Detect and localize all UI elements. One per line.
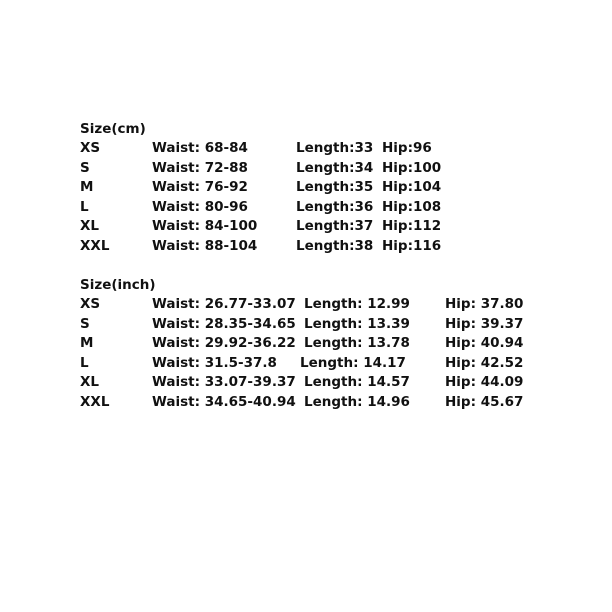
waist-value: Waist: 76-92	[152, 179, 248, 195]
hip-value: Hip:112	[382, 218, 442, 234]
waist-value: Waist: 80-96	[152, 198, 248, 215]
size-label: XS	[80, 296, 101, 312]
size-row	[80, 315, 580, 335]
size-label: M	[80, 179, 94, 195]
hip-value: Hip: 39.37	[445, 315, 524, 332]
length-value: Length: 13.39	[304, 315, 410, 332]
hip-value: Hip:108	[382, 198, 442, 215]
length-value: Length: 14.57	[304, 374, 410, 390]
size-label: XL	[80, 374, 100, 390]
waist-value: Waist: 29.92-36.22	[152, 335, 296, 351]
waist-value: Waist: 34.65-40.94	[152, 393, 296, 410]
length-value: Length: 13.78	[304, 335, 410, 351]
size-row	[80, 198, 580, 218]
size-row	[80, 295, 580, 315]
hip-value: Hip: 40.94	[445, 335, 524, 351]
length-value: Length: 14.96	[304, 393, 410, 410]
hip-value: Hip: 45.67	[445, 393, 524, 410]
size-label: XXL	[80, 393, 110, 410]
size-row	[80, 237, 580, 257]
length-value: Length:33	[296, 140, 374, 156]
size-row	[80, 217, 580, 237]
size-row	[80, 178, 580, 198]
waist-value: Waist: 72-88	[152, 159, 248, 176]
waist-value: Waist: 26.77-33.07	[152, 296, 296, 312]
size-label: M	[80, 335, 94, 351]
size-row	[80, 393, 580, 413]
length-value: Length:38	[296, 237, 374, 254]
waist-value: Waist: 84-100	[152, 218, 258, 234]
hip-value: Hip:116	[382, 237, 442, 254]
hip-value: Hip:96	[382, 140, 432, 156]
waist-value: Waist: 31.5-37.8	[152, 354, 277, 371]
size-label: XS	[80, 140, 101, 156]
length-value: Length:34	[296, 159, 374, 176]
size-chart-cm	[80, 120, 580, 256]
size-label: XXL	[80, 237, 110, 254]
size-row	[80, 139, 580, 159]
hip-value: Hip:104	[382, 179, 442, 195]
waist-value: Waist: 28.35-34.65	[152, 315, 296, 332]
size-label: S	[80, 159, 90, 176]
size-row	[80, 334, 580, 354]
length-value: Length: 14.17	[300, 354, 406, 371]
waist-value: Waist: 68-84	[152, 140, 248, 156]
length-value: Length: 12.99	[304, 296, 410, 312]
length-value: Length:35	[296, 179, 374, 195]
hip-value: Hip: 42.52	[445, 354, 524, 371]
waist-value: Waist: 33.07-39.37	[152, 374, 296, 390]
size-label: XL	[80, 218, 100, 234]
waist-value: Waist: 88-104	[152, 237, 258, 254]
hip-value: Hip: 44.09	[445, 374, 524, 390]
size-label: L	[80, 198, 89, 215]
size-label: S	[80, 315, 90, 332]
size-row	[80, 159, 580, 179]
size-chart-inch	[80, 276, 580, 412]
section-heading: Size(inch)	[80, 277, 156, 293]
length-value: Length:37	[296, 218, 374, 234]
size-row	[80, 373, 580, 393]
size-label: L	[80, 354, 89, 371]
hip-value: Hip: 37.80	[445, 296, 524, 312]
section-heading: Size(cm)	[80, 121, 146, 137]
length-value: Length:36	[296, 198, 374, 215]
size-row	[80, 354, 580, 374]
hip-value: Hip:100	[382, 159, 442, 176]
